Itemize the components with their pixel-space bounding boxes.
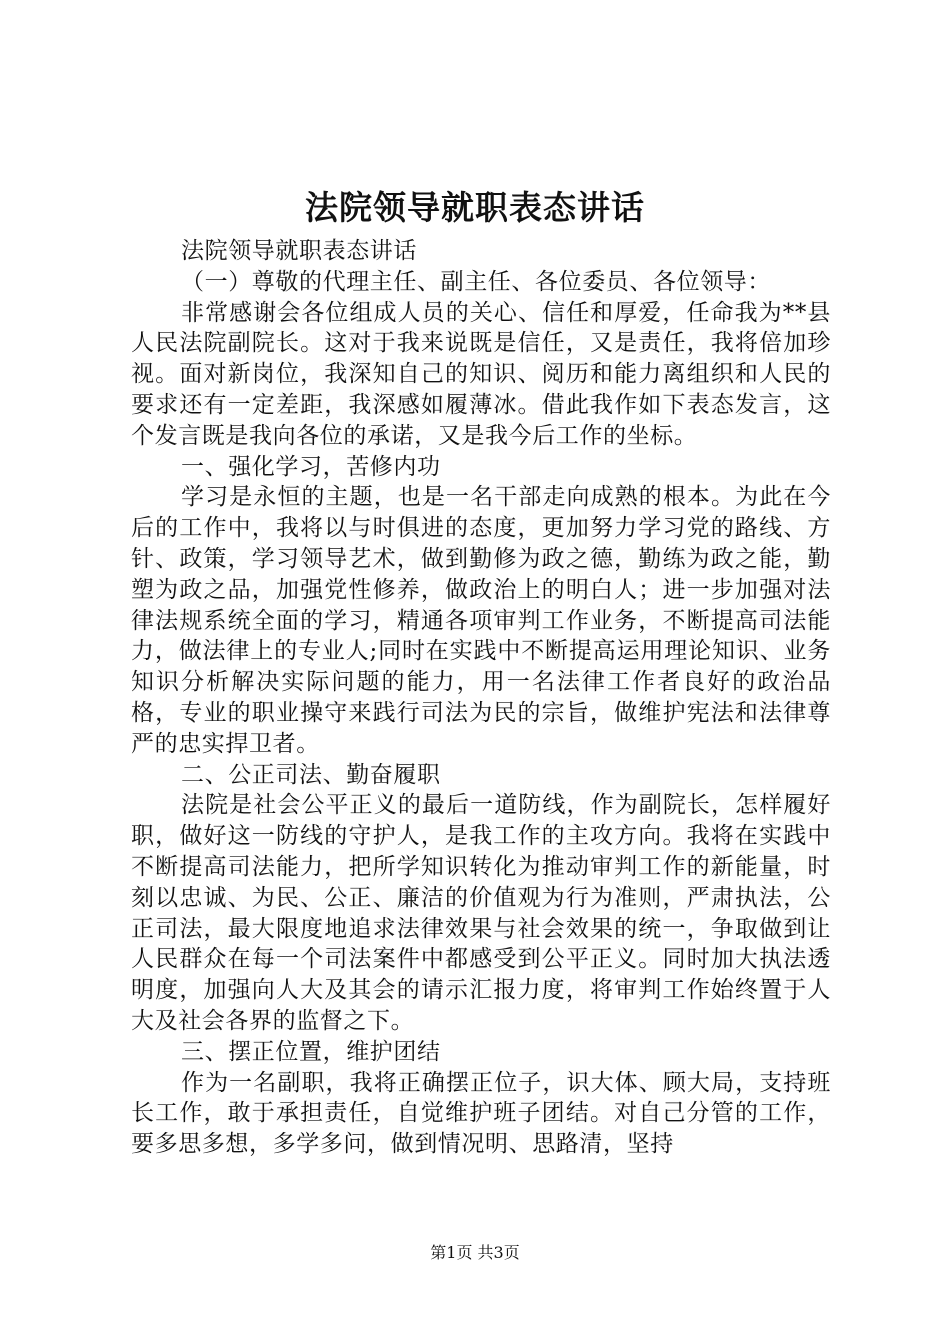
paragraph-salutation: （一）尊敬的代理主任、副主任、各位委员、各位领导： <box>181 268 771 295</box>
paragraph-intro: 非常感谢会各位组成人员的关心、信任和厚爱，任命我为**县人民法院副院长。这对于我来说既是信任，又是责任，我将倍加珍视。面对新岗位，我深知自己的知识、阅历和能力离组织和人民的要求还有一定差距，我深感如履薄冰。借此我作如下表态发言，这个发言既是我向各位的承诺，又是我今后工作的坐标。 <box>131 299 831 449</box>
paragraph-section-2: 法院是社会公平正义的最后一道防线，作为副院长，怎样履好职，做好这一防线的守护人，是我工作的主攻方向。我将在实践中不断提高司法能力，把所学知识转化为推动审判工作的新能量，时刻以忠诚、为民、公正、廉洁的价值观为行为准则，严肃执法，公正司法，最大限度地追求法律效果与社会效果的统一，争取做到让人民群众在每一个司法案件中都感受到公平正义。同时加大执法透明度，加强向人大及其会的请示汇报力度，将审判工作始终置于人大及社会各界的监督之下。 <box>131 792 831 1034</box>
section-heading-1: 一、强化学习，苦修内功 <box>181 453 441 480</box>
paragraph-section-1: 学习是永恒的主题，也是一名干部走向成熟的根本。为此在今后的工作中，我将以与时俱进的态度，更加努力学习党的路线、方针、政策，学习领导艺术，做到勤修为政之德，勤练为政之能，勤塑为政之品，加强党性修养，做政治上的明白人；进一步加强对法律法规系统全面的学习，精通各项审判工作业务，不断提高司法能力，做法律上的专业人;同时在实践中不断提高运用理论知识、业务知识分析解决实际问题的能力，用一名法律工作者良好的政治品格，专业的职业操守来践行司法为民的宗旨，做维护宪法和法律尊严的忠实捍卫者。 <box>131 484 831 757</box>
page-footer: 第1页 共3页 <box>430 1243 520 1262</box>
paragraph-subtitle: 法院领导就职表态讲话 <box>181 238 417 264</box>
document-body <box>131 236 831 1160</box>
section-heading-2: 二、公正司法、勤奋履职 <box>181 761 441 788</box>
paragraph-section-3: 作为一名副职，我将正确摆正位子，识大体、顾大局，支持班长工作，敢于承担责任，自觉维护班子团结。对自己分管的工作，要多思多想，多学多问，做到情况明、思路清，坚持 <box>131 1069 831 1158</box>
document-title: 法院领导就职表态讲话 <box>305 188 645 227</box>
section-heading-3: 三、摆正位置，维护团结 <box>181 1038 441 1065</box>
